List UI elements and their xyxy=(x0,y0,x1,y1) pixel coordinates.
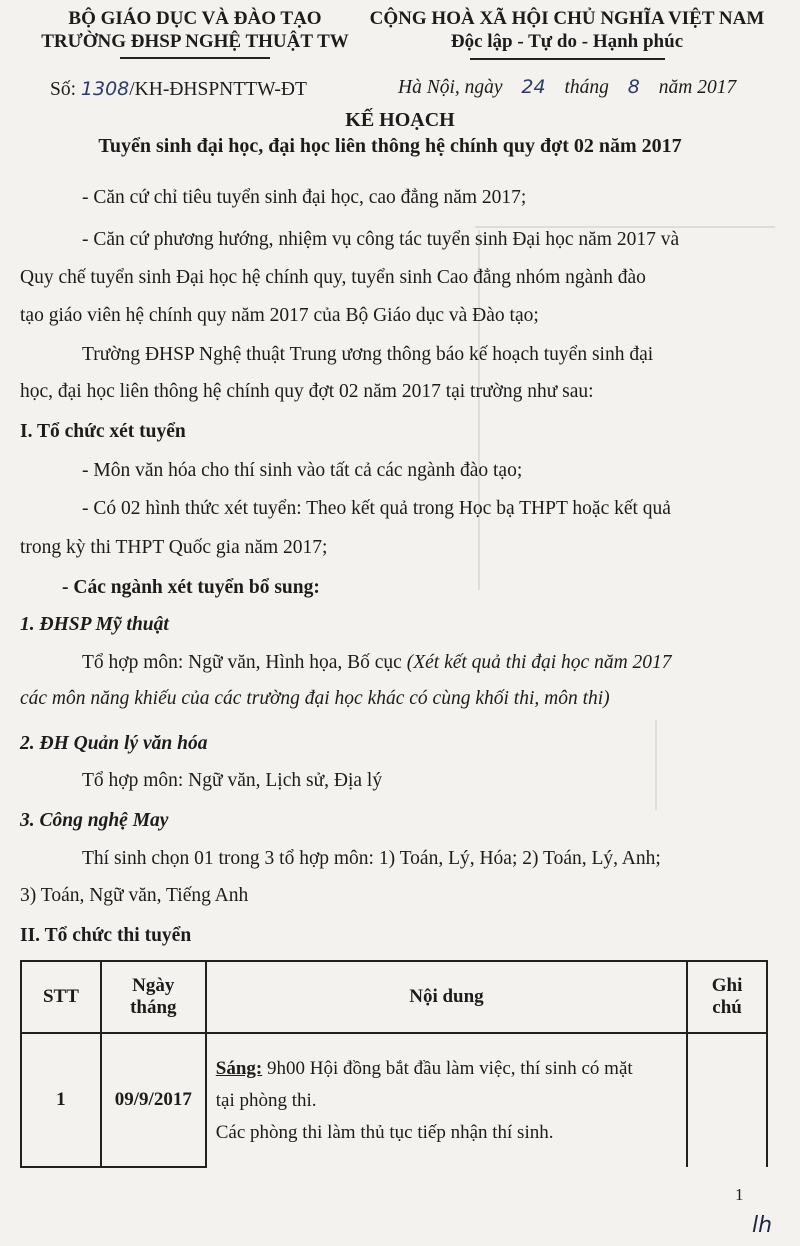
major-1-note-line-2: các môn năng khiếu của các trường đại học khác có cùng khối thi, môn thi) xyxy=(20,688,610,709)
header-note: Ghi chú xyxy=(687,961,767,1033)
handwritten-initials: lh xyxy=(752,1213,773,1238)
major-3-combo-line-1: Thí sinh chọn 01 trong 3 tổ hợp môn: 1) Toán, Lý, Hóa; 2) Toán, Lý, Anh; xyxy=(82,848,661,869)
document-date: Hà Nội, ngày 24 tháng 8 năm 2017 xyxy=(398,76,737,98)
major-3-title: 3. Công nghệ May xyxy=(20,810,169,831)
handwritten-number: 1308 xyxy=(80,78,130,100)
major-1-combo-line-1: Tổ hợp môn: Ngữ văn, Hình họa, Bố cục (Xét kết quả thi đại học năm 2017 xyxy=(82,652,672,673)
row-date: 09/9/2017 xyxy=(101,1033,206,1167)
bleed-through-line xyxy=(475,226,775,228)
basis-2-line-2: Quy chế tuyển sinh Đại học hệ chính quy, tuyển sinh Cao đẳng nhóm ngành đào xyxy=(20,267,646,288)
table-row xyxy=(21,1033,767,1167)
country-name: CỘNG HOÀ XÃ HỘI CHỦ NGHĨA VIỆT NAM xyxy=(369,8,765,29)
school-underline xyxy=(120,57,270,59)
section-1-item-1: - Môn văn hóa cho thí sinh vào tất cả các ngành đào tạo; xyxy=(82,460,523,481)
major-3-combo-line-2: 3) Toán, Ngữ văn, Tiếng Anh xyxy=(20,885,249,906)
row-note xyxy=(687,1033,767,1167)
table-header-row xyxy=(21,961,767,1033)
national-motto: Độc lập - Tự do - Hạnh phúc xyxy=(450,31,684,52)
section-1-item-3: - Các ngành xét tuyển bổ sung: xyxy=(62,577,320,598)
major-2-combo: Tổ hợp môn: Ngữ văn, Lịch sử, Địa lý xyxy=(82,770,383,791)
basis-1: - Căn cứ chỉ tiêu tuyển sinh đại học, cao đẳng năm 2017; xyxy=(82,187,527,208)
document-number: Số: 1308/KH-ĐHSPNTTW-ĐT xyxy=(50,78,307,100)
section-1-heading: I. Tổ chức xét tuyển xyxy=(20,421,186,442)
header-content: Nội dung xyxy=(206,961,687,1033)
bleed-through-line xyxy=(655,720,657,810)
motto-underline xyxy=(470,58,665,60)
major-1-title: 1. ĐHSP Mỹ thuật xyxy=(20,614,169,635)
basis-2-line-3: tạo giáo viên hệ chính quy năm 2017 của Bộ Giáo dục và Đào tạo; xyxy=(20,305,539,326)
document-title: KẾ HOẠCH xyxy=(345,109,455,131)
section-1-item-2-line-2: trong kỳ thi THPT Quốc gia năm 2017; xyxy=(20,537,328,558)
exam-schedule-table xyxy=(20,960,768,1168)
section-1-item-2-line-1: - Có 02 hình thức xét tuyển: Theo kết quả trong Học bạ THPT hoặc kết quả xyxy=(82,498,671,519)
basis-2-line-1: - Căn cứ phương hướng, nhiệm vụ công tác tuyển sinh Đại học năm 2017 và xyxy=(82,229,680,250)
section-2-heading: II. Tổ chức thi tuyển xyxy=(20,925,192,946)
header-stt: STT xyxy=(21,961,101,1033)
major-2-title: 2. ĐH Quản lý văn hóa xyxy=(20,733,208,754)
row-stt: 1 xyxy=(21,1033,101,1167)
header-date: Ngày tháng xyxy=(101,961,206,1033)
document-subtitle: Tuyển sinh đại học, đại học liên thông hệ chính quy đợt 02 năm 2017 xyxy=(98,135,682,157)
handwritten-month: 8 xyxy=(627,76,640,98)
school-name: TRƯỜNG ĐHSP NGHỆ THUẬT TW xyxy=(41,31,349,52)
handwritten-day: 24 xyxy=(521,76,546,98)
announcement-line-2: học, đại học liên thông hệ chính quy đợt 02 năm 2017 tại trường như sau: xyxy=(20,381,594,402)
page-number: 1 xyxy=(735,1185,744,1204)
row-content: Sáng: 9h00 Hội đồng bắt đầu làm việc, thí sinh có mặt tại phòng thi. Các phòng thi làm thủ tục tiếp nhận thí sinh. xyxy=(206,1033,687,1167)
morning-label: Sáng: xyxy=(215,1057,263,1079)
announcement-line-1: Trường ĐHSP Nghệ thuật Trung ương thông báo kế hoạch tuyển sinh đại xyxy=(82,344,654,365)
ministry-name: BỘ GIÁO DỤC VÀ ĐÀO TẠO xyxy=(68,8,322,29)
